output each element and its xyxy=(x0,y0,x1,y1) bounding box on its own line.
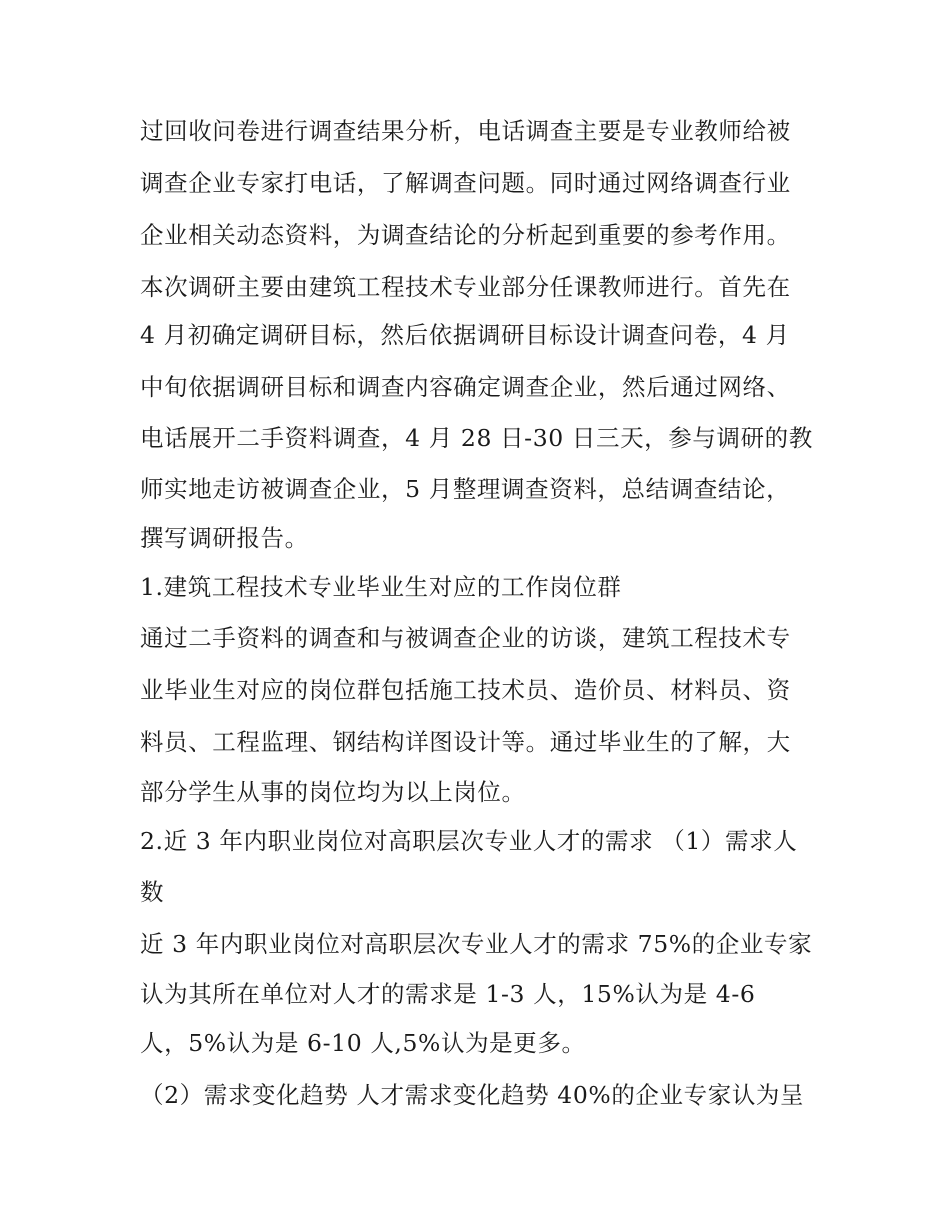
text-line: 调查企业专家打电话，了解调查问题。同时通过网络调查行业 xyxy=(140,169,791,197)
section-heading: 2.近 3 年内职业岗位对高职层次专业人才的需求 （1）需求人 xyxy=(140,827,798,855)
text-line: （2）需求变化趋势 人才需求变化趋势 40%的企业专家认为呈 xyxy=(140,1081,805,1109)
text-line: 企业相关动态资料，为调查结论的分析起到重要的参考作用。 xyxy=(140,221,791,249)
text-line: 电话展开二手资料调查，4 月 28 日-30 日三天，参与调研的教 xyxy=(140,424,813,452)
text-line: 4 月初确定调研目标，然后依据调研目标设计调查问卷，4 月 xyxy=(140,321,790,349)
text-line: 认为其所在单位对人才的需求是 1-3 人，15%认为是 4-6 xyxy=(140,980,756,1008)
text-line: 师实地走访被调查企业，5 月整理调查资料，总结调查结论， xyxy=(140,475,791,503)
text-line: 过回收问卷进行调查结果分析，电话调查主要是专业教师给被 xyxy=(140,117,791,145)
text-line: 人，5%认为是 6-10 人,5%认为是更多。 xyxy=(140,1029,586,1057)
text-line: 业毕业生对应的岗位群包括施工技术员、造价员、材料员、资 xyxy=(140,676,791,704)
text-line: 近 3 年内职业岗位对高职层次专业人才的需求 75%的企业专家 xyxy=(140,930,813,958)
text-line: 撰写调研报告。 xyxy=(140,524,309,552)
text-line: 通过二手资料的调查和与被调查企业的访谈，建筑工程技术专 xyxy=(140,624,791,652)
text-line: 中旬依据调研目标和调查内容确定调查企业，然后通过网络、 xyxy=(140,373,791,401)
section-heading: 1.建筑工程技术专业毕业生对应的工作岗位群 xyxy=(140,573,622,601)
text-line: 本次调研主要由建筑工程技术专业部分任课教师进行。首先在 xyxy=(140,273,791,301)
text-line: 料员、工程监理、钢结构详图设计等。通过毕业生的了解，大 xyxy=(140,728,791,756)
text-line: 部分学生从事的岗位均为以上岗位。 xyxy=(140,778,526,806)
section-heading: 数 xyxy=(140,878,165,906)
